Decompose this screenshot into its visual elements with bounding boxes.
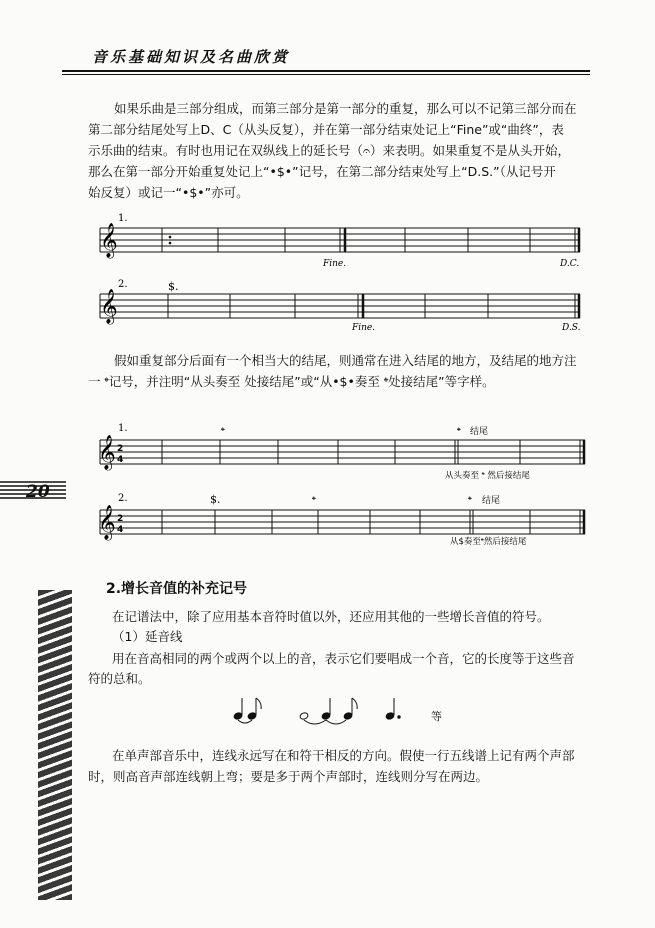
coda-icon: 𝄌: [457, 425, 461, 438]
time-signature-bottom: 4: [117, 455, 124, 465]
segno-mark: $.: [210, 493, 221, 506]
treble-clef-icon: 𝄞: [98, 435, 116, 470]
coda-instruction: 从$奏至𝄌然后接结尾: [450, 537, 527, 547]
staff-3-number: 1.: [118, 423, 128, 434]
treble-clef-icon: 𝄞: [100, 223, 118, 258]
para2-line: 一 𝄌记号，并注明“从头奏至 处接结尾”或“从•$•奏至 𝄌处接结尾”等字样。: [88, 374, 495, 389]
coda-icon: 𝄌: [468, 494, 472, 507]
body-line: 在记谱法中，除了应用基本音符时值以外，还应用其他的一些增长音值的符号。: [112, 609, 550, 624]
staff-1-lines: [100, 228, 580, 252]
tie-examples: [232, 696, 432, 736]
section-title: 2.增长音值的补充记号: [106, 581, 248, 597]
repeat-dot: [169, 236, 172, 239]
segno-mark: $.: [168, 280, 179, 293]
page-number: 20: [26, 482, 50, 502]
tie-example-3: [385, 698, 400, 720]
coda-instruction: 从头奏至 𝄌 然后接结尾: [445, 471, 530, 481]
body-line: 时，则高音声部连线朝上弯；要是多于两个声部时，连线则分写在两边。: [88, 769, 489, 784]
etc-label: 等: [431, 710, 442, 723]
treble-clef-icon: 𝄞: [100, 289, 118, 324]
fine-label: Fine.: [352, 323, 376, 333]
staff-3-lines: [100, 440, 585, 464]
coda-label: 结尾: [470, 427, 489, 437]
subsection-title: （1）延音线: [112, 629, 183, 644]
ds-label: D.S.: [562, 323, 581, 333]
para1-line: 第二部分结尾处写上D、C（从头反复），并在第一部分结束处记上“Fine”或“曲终”，表: [88, 122, 564, 137]
time-signature-top: 2: [117, 444, 124, 454]
treble-clef-icon: 𝄞: [98, 505, 116, 540]
para1-line: 始反复）或记一“•$•”亦可。: [88, 185, 249, 200]
fine-label: Fine.: [323, 259, 347, 269]
time-signature-top: 2: [117, 514, 124, 524]
body-line: 在单声部音乐中，连线永远写在和符干相反的方向。假使一行五线谱上记有两个声部: [112, 748, 575, 763]
para1-line: 示乐曲的结束。有时也用记在双纵线上的延长号（𝄐）来表明。如果重复不是从头开始，: [88, 143, 570, 158]
dc-label: D.C.: [560, 259, 580, 269]
coda-icon: 𝄌: [312, 494, 316, 507]
music-example-2: [90, 418, 600, 550]
staff-4-number: 2.: [118, 493, 128, 504]
tie-example-2: [299, 698, 357, 724]
para1-line: 那么在第一部分开始重复处记上“•$•”记号，在第二部分结束处写上“D.S.”（从记号开: [88, 164, 556, 179]
para2-line: 假如重复部分后面有一个相当大的结尾，则通常在进入结尾的地方，及结尾的地方注: [114, 353, 577, 368]
para1-line: 如果乐曲是三部分组成，而第三部分是第一部分的重复，那么可以不记第三部分而在: [114, 101, 577, 116]
staff-2-lines: [100, 294, 580, 318]
coda-icon: 𝄌: [221, 425, 225, 438]
paragraph-repeat: [88, 98, 593, 203]
staff-1-number: 1.: [118, 213, 128, 224]
paragraph-coda: [88, 350, 593, 392]
header-rule-thin: [62, 74, 590, 75]
tie-example-1: [233, 698, 261, 723]
body-line: 用在音高相同的两个或两个以上的音，表示它们要唱成一个音，它的长度等于这些音: [112, 651, 575, 666]
music-example-1: [90, 212, 600, 337]
page-header-title: 音乐基础知识及名曲欣赏: [92, 48, 291, 66]
body-line: 符的总和。: [88, 671, 151, 686]
staff-4-lines: [100, 510, 585, 534]
time-signature-bottom: 4: [117, 525, 124, 535]
header-rule: [62, 70, 590, 72]
staff-2-number: 2.: [118, 279, 128, 290]
page-edge-shadow: [38, 590, 72, 900]
coda-label: 结尾: [482, 496, 501, 506]
